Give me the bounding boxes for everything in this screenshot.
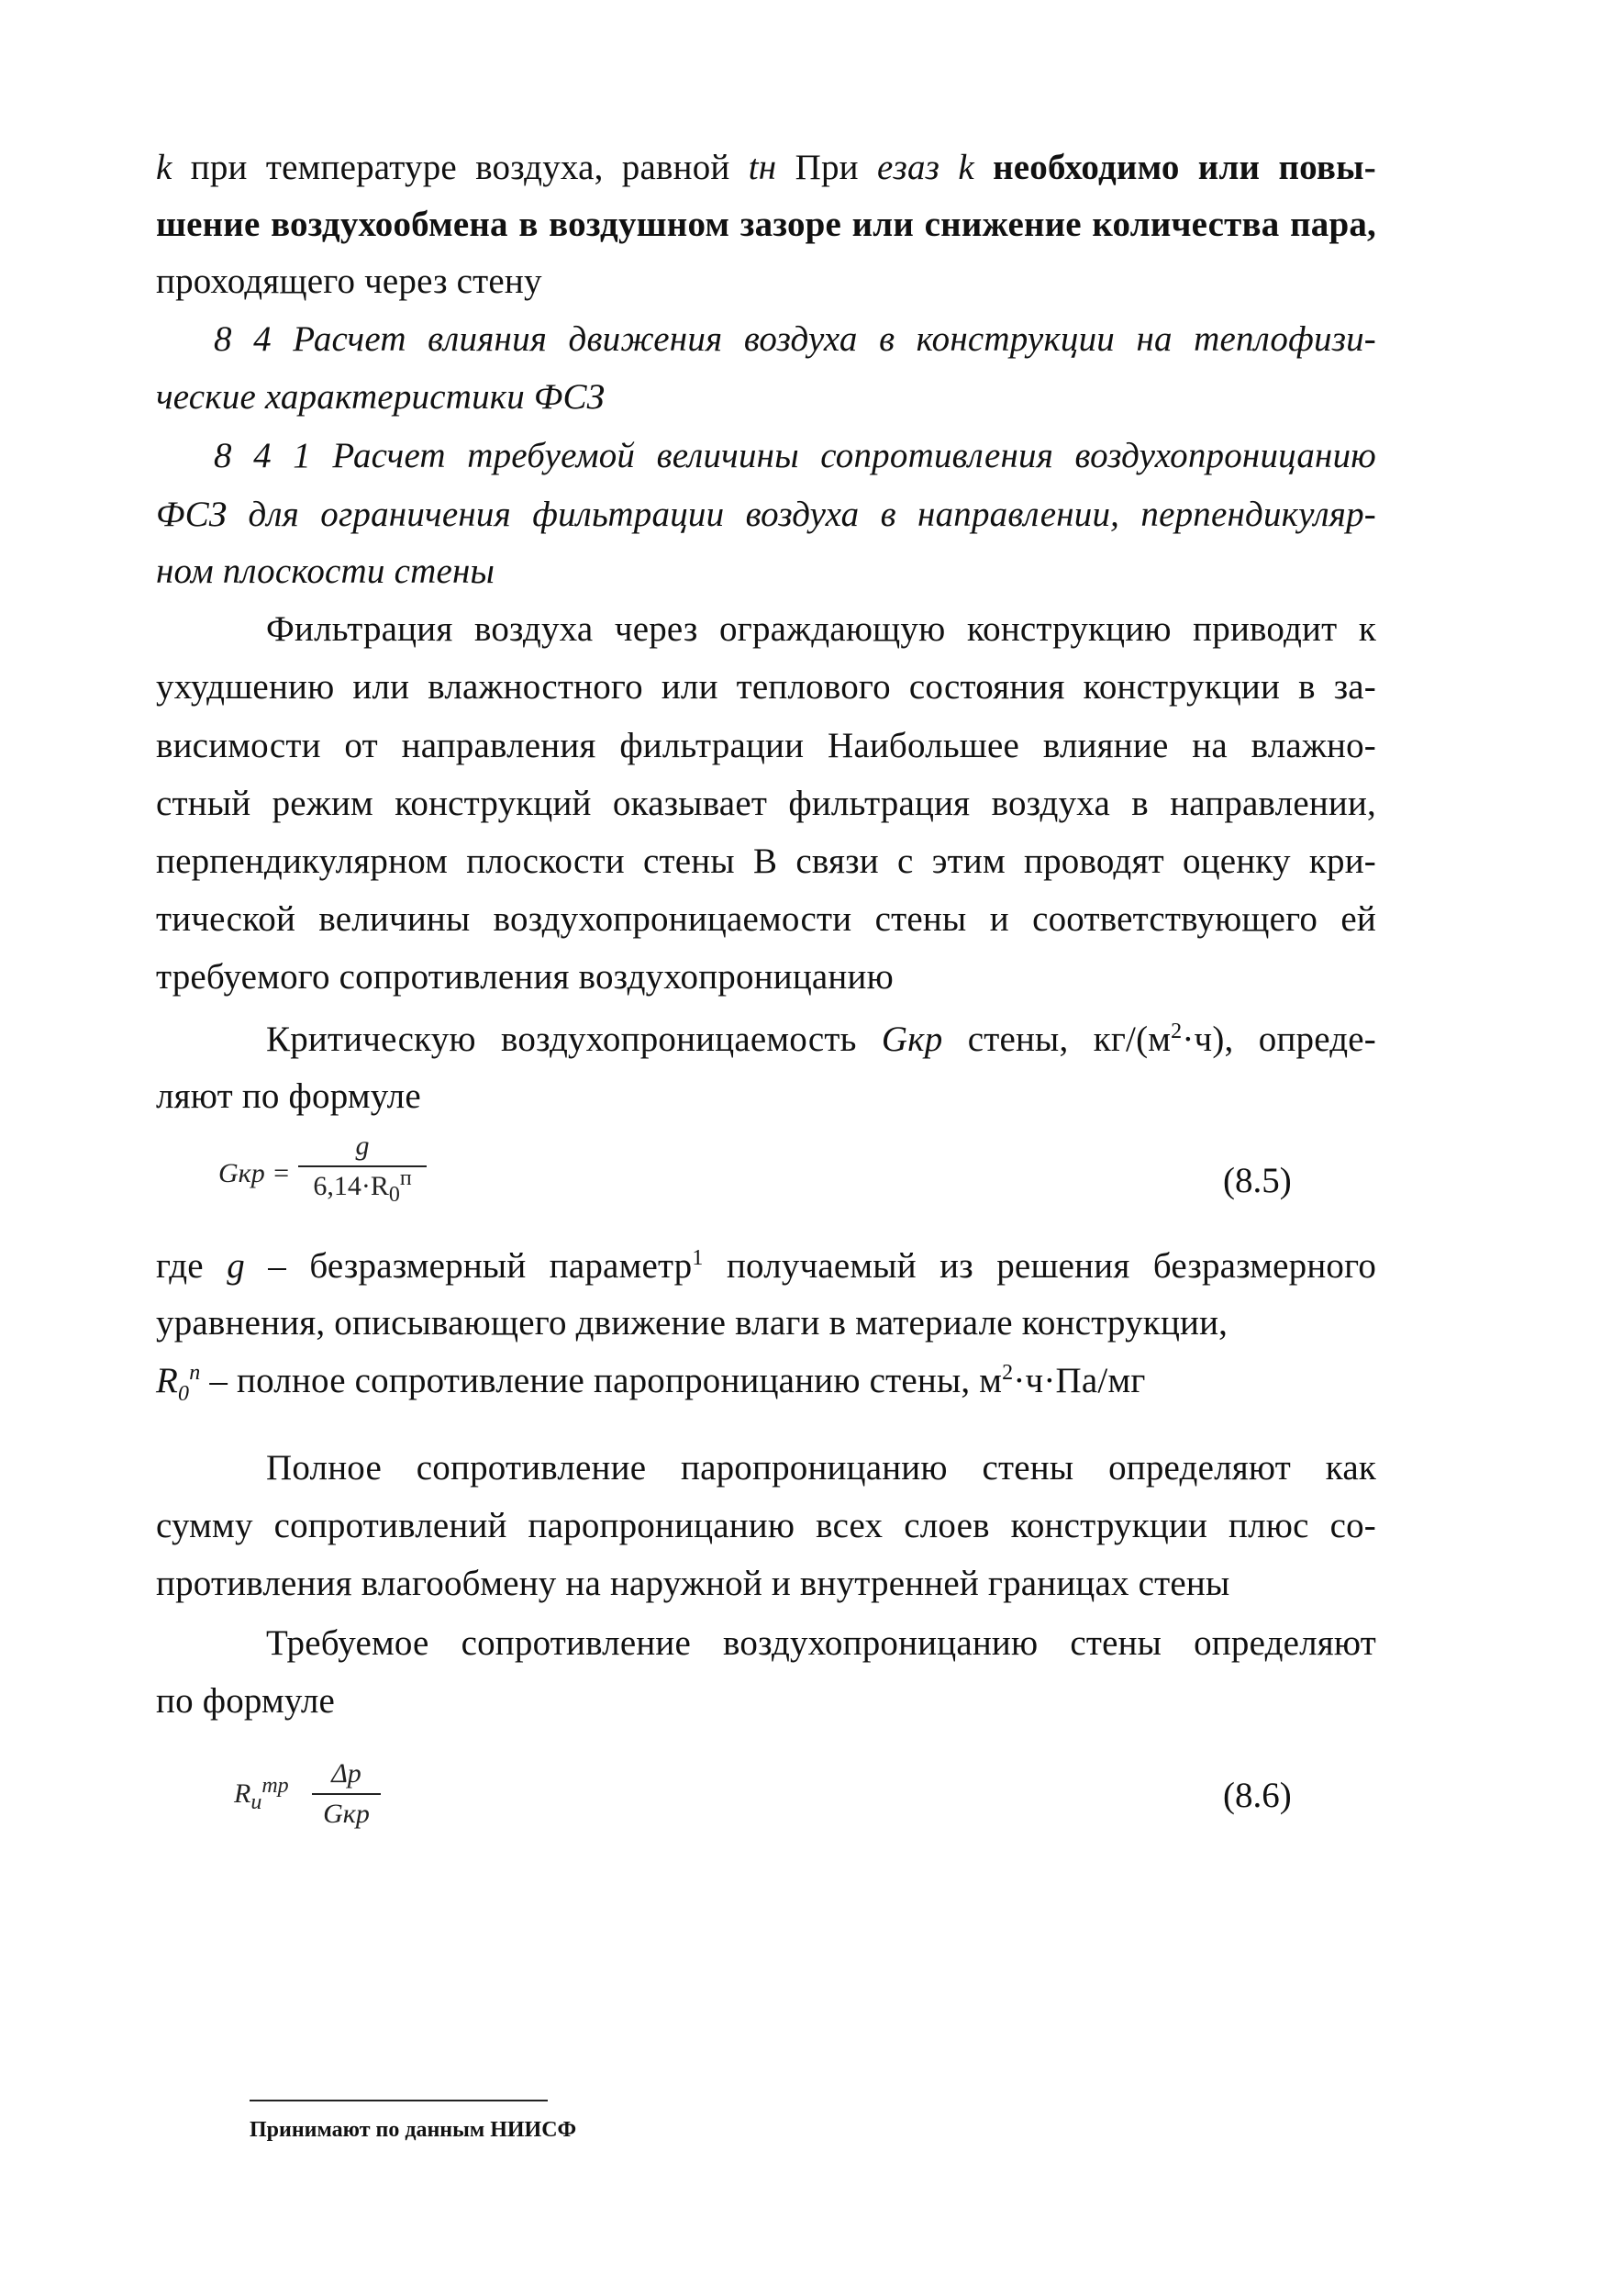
- paragraph-1-line-2: ухудшению или влажностного или теплового состояния конструкции в за-: [156, 667, 1376, 707]
- paragraph-3-line-1: где g – безразмерный параметр$^1$ получаемый из решения безразмерного: [156, 1246, 1377, 1286]
- formula-8-5-numerator: g: [298, 1131, 427, 1167]
- text-line-2: шение воздухообмена в воздушном зазоре или снижение количества пара,: [156, 205, 1376, 244]
- symbol-gkr: Gкр: [881, 1020, 943, 1059]
- formula-8-5-lhs: Gкр =: [218, 1158, 291, 1188]
- text-line-1: k при температуре воздуха, равной tн При eзаз k необходимо или повы-: [156, 148, 1376, 187]
- paragraph-1-line-6: тической величины воздухопроницаемости стены и соответствующего ей: [156, 899, 1376, 939]
- footnote-divider: [250, 2100, 548, 2101]
- formula-8-6-denominator: Gкр: [323, 1799, 370, 1829]
- paragraph-1-line-7: требуемого сопротивления воздухопроницанию: [156, 957, 894, 997]
- paragraph-1-line-5: перпендикулярном плоскости стены В связи с этим проводят оценку кри-: [156, 841, 1376, 881]
- paragraph-5-line-2: по формуле: [156, 1681, 336, 1721]
- paragraph-2-line-1: Критическую воздухопроницаемость Gкр стены, $кг/(м^2\cdot ч)$, опреде-: [266, 1020, 1376, 1059]
- section-heading-8-4-1-cont: ФСЗ для ограничения фильтрации воздуха в направлении, перпендикуляр-: [156, 495, 1376, 534]
- formula-8-5-fraction: [298, 1131, 427, 1207]
- paragraph-2-line-2: ляют по формуле: [156, 1076, 421, 1116]
- formula-8-6-numerator: Δp: [312, 1758, 381, 1795]
- footnote: Принимают по данным НИИСФ: [250, 2118, 577, 2142]
- paragraph-3-line-2: уравнения, описывающего движение влаги в материале конструкции,: [156, 1303, 1229, 1343]
- formula-8-6-lhs: $R_и^{тр}$: [234, 1774, 289, 1814]
- section-heading-8-4: 8 4 Расчет влияния движения воздуха в конструкции на теплофизи-: [214, 319, 1376, 359]
- formula-8-5-number: (8.5): [1223, 1161, 1292, 1200]
- paragraph-1-line-4: стный режим конструкций оказывает фильтрация воздуха в направлении,: [156, 784, 1376, 823]
- paragraph-1-line-1: Фильтрация воздуха через ограждающую конструкцию приводит к: [266, 609, 1376, 649]
- section-heading-8-4-1: 8 4 1 Расчет требуемой величины сопротивления воздухопроницанию: [214, 436, 1376, 475]
- formula-8-6-number: (8.6): [1223, 1776, 1292, 1815]
- paragraph-4-line-1: Полное сопротивление паропроницанию стены определяют как: [266, 1448, 1376, 1488]
- paragraph-4-line-2: сумму сопротивлений паропроницанию всех слоев конструкции плюс со-: [156, 1506, 1376, 1545]
- formula-8-5-denominator: $6,14\cdot R_0^п$: [313, 1166, 412, 1207]
- paragraph-1-line-3: висимости от направления фильтрации Наибольшее влияние на влажно-: [156, 726, 1376, 765]
- paragraph-3-line-3: $R_0^п$ – полное сопротивление паропроницанию стены, $м^2\cdot ч\cdot Па/мг$: [156, 1361, 1146, 1406]
- text-line-3: проходящего через стену: [156, 262, 542, 301]
- formula-8-6-fraction: [312, 1758, 381, 1830]
- symbol-k: k: [156, 148, 172, 187]
- section-heading-8-4-1-end: ном плоскости стены: [156, 552, 495, 591]
- paragraph-5-line-1: Требуемое сопротивление воздухопроницанию стены определяют: [266, 1623, 1376, 1663]
- paragraph-4-line-3: противления влагообмену на наружной и внутренней границах стены: [156, 1564, 1230, 1603]
- section-heading-8-4-cont: ческие характеристики ФСЗ: [156, 377, 606, 417]
